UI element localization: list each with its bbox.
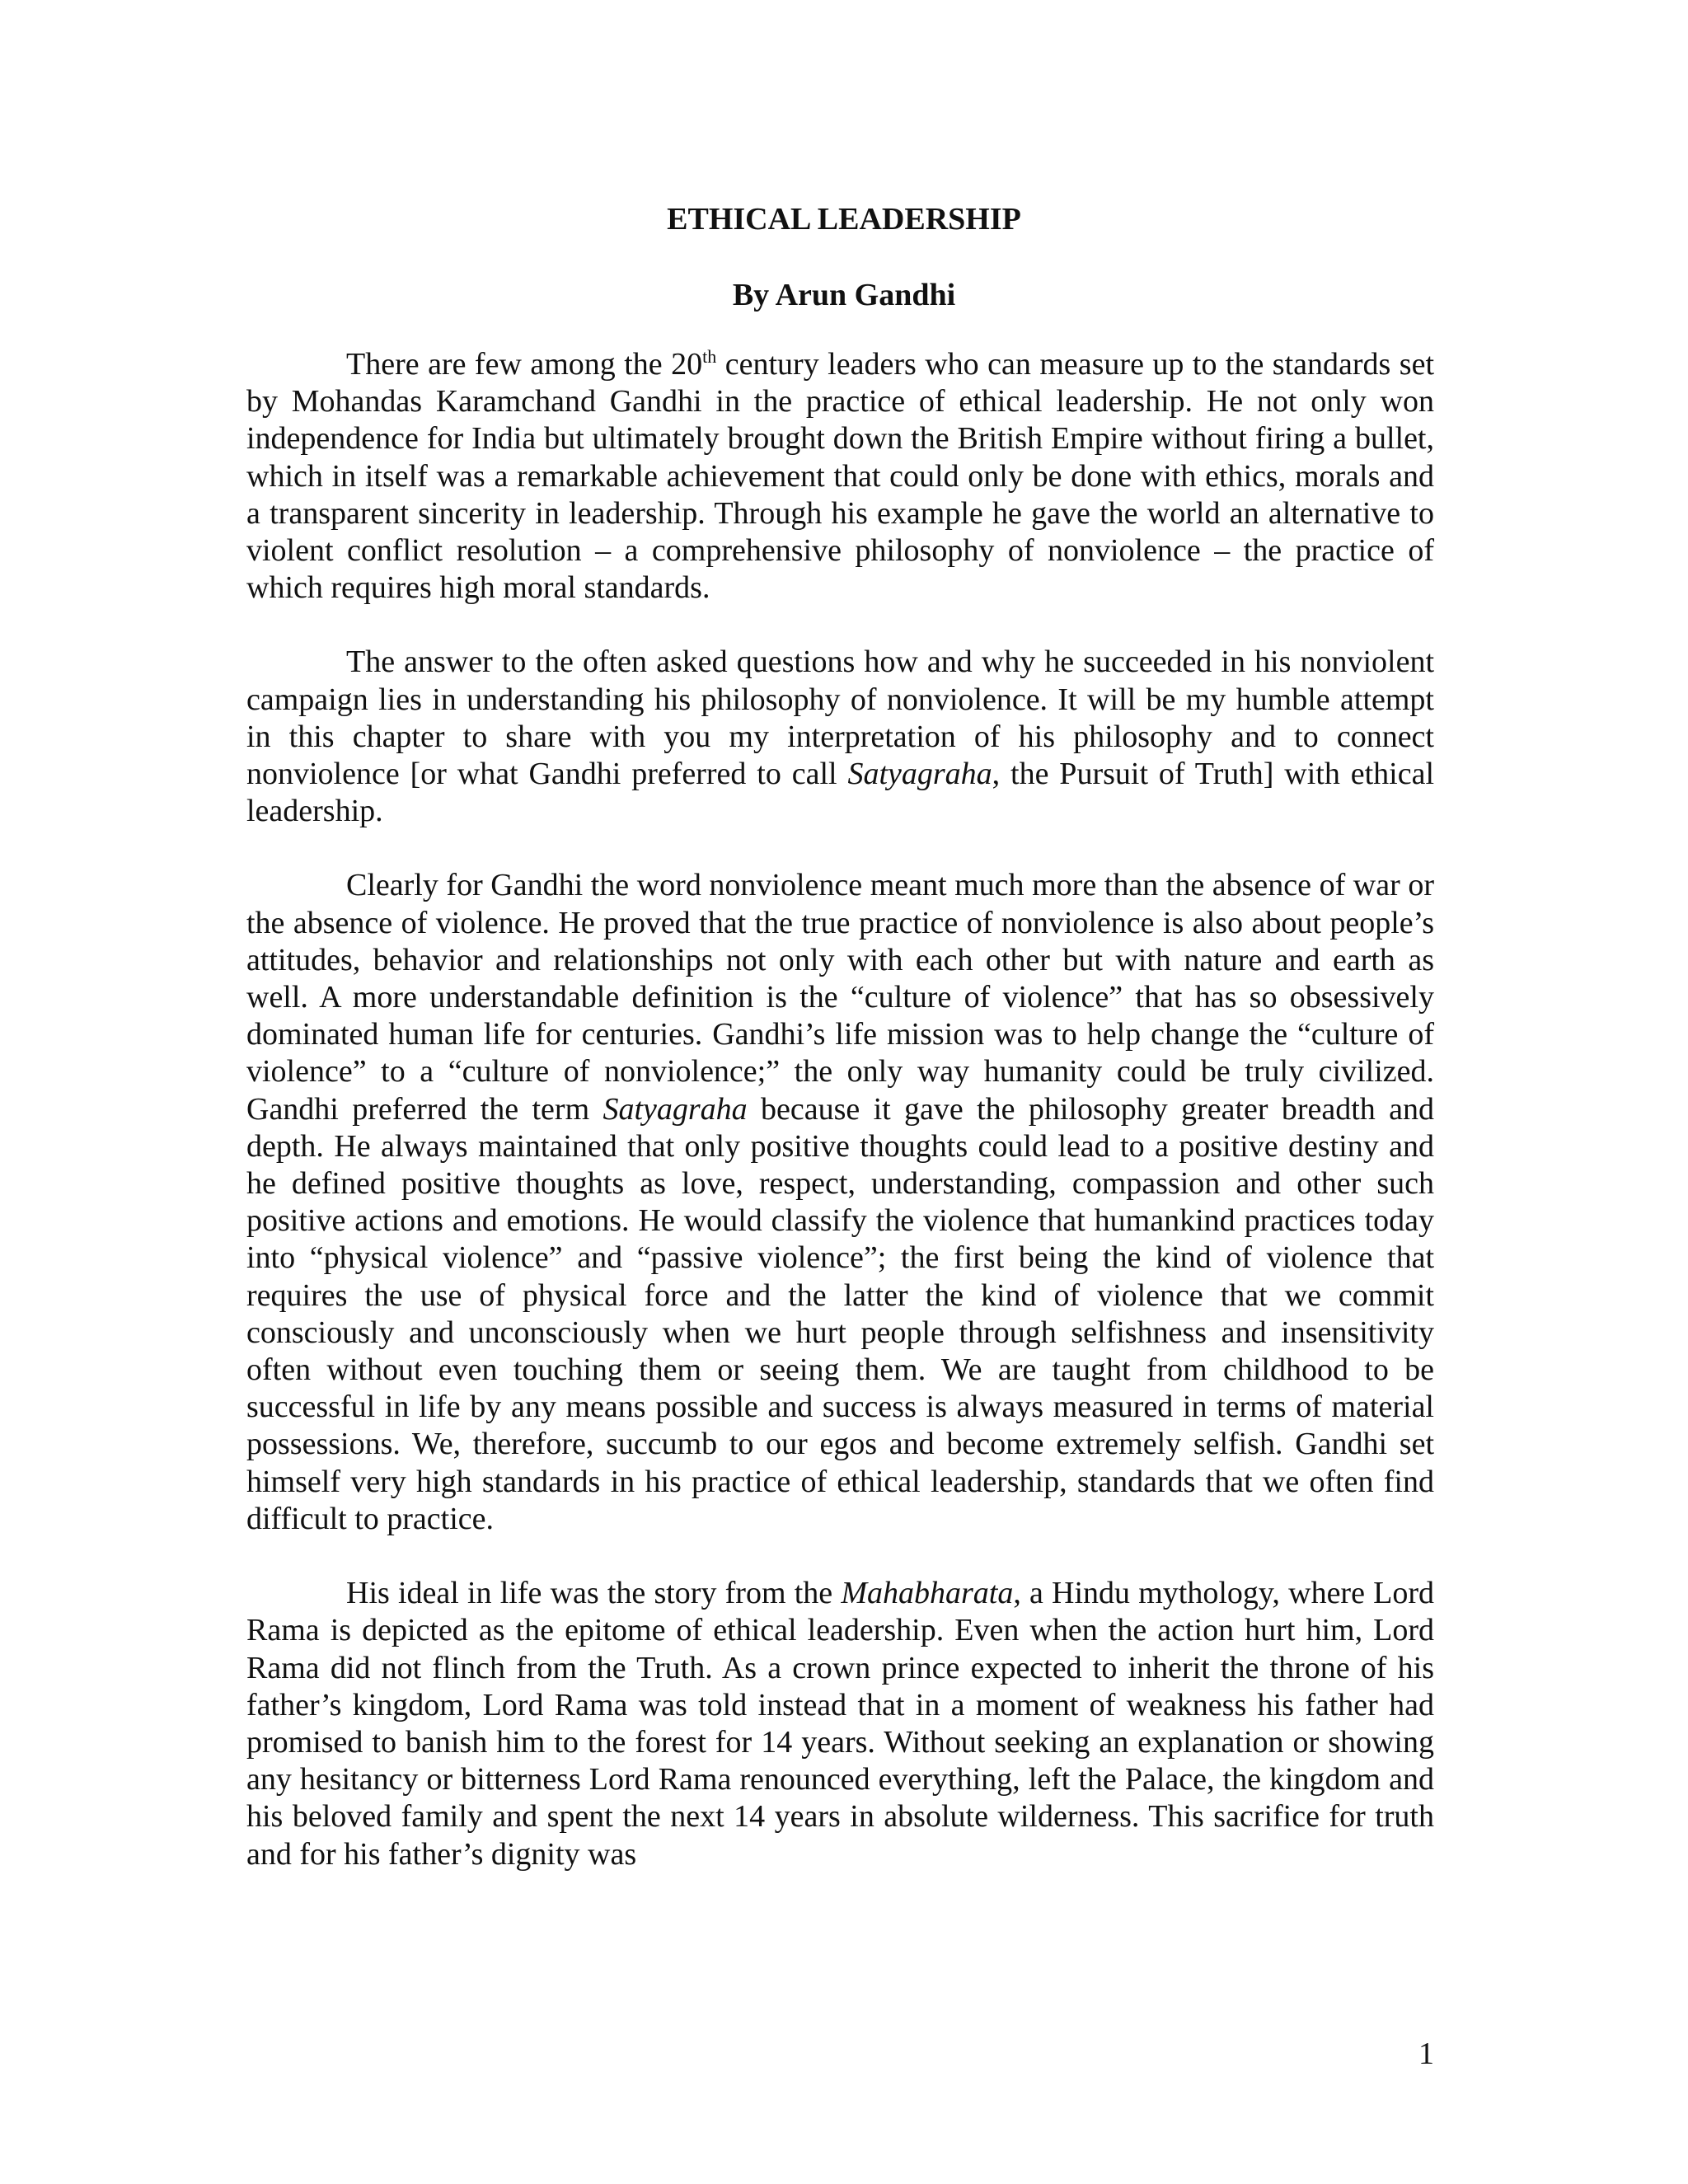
paragraph-1-start: There are few among the 20 xyxy=(346,347,703,382)
paragraph-1 xyxy=(246,346,1434,607)
paragraph-4-start: His ideal in life was the story from the xyxy=(346,1576,842,1611)
paragraph-3-italic-term: Satyagraha xyxy=(603,1091,748,1127)
page-number: 1 xyxy=(1418,2036,1434,2071)
paragraph-2 xyxy=(246,644,1434,830)
body-text xyxy=(246,346,1434,1910)
paragraph-3-rest: because it gave the philosophy greater breadth and depth. He always maintained that only positive thoughts could lead to a positive destiny and he defined positive thoughts as love, respect, understanding, compassion and other such positive actions and emotions. He would classify the violence that humankind practices today into “physical violence” and “passive violence”; the first being the kind of violence that requires the use of physical force and the latter the kind of violence that we commit consciously and unconsciously when we hurt people through selfishness and insensitivity often without even touching them or seeing them. We are taught from childhood to be successful in life by any means possible and success is always measured in terms of material possessions. We, therefore, succumb to our egos and become extremely selfish. Gandhi set himself very high standards in his practice of ethical leadership, standards that we often find difficult to practice. xyxy=(246,1091,1434,1536)
ordinal-suffix: th xyxy=(702,346,717,367)
paragraph-2-start: The answer to the often asked questions how and why he succeeded in his nonviolent campaign lies in understanding his philosophy of nonviolence. It will be my humble attempt in this chapter to share with you my interpretation of his philosophy and to connect nonviolence [or what Gandhi preferred to call xyxy=(246,644,1434,792)
paragraph-3 xyxy=(246,867,1434,1538)
paragraph-4-rest: , a Hindu mythology, where Lord Rama is depicted as the epitome of ethical leadership. Even when the action hurt him, Lord Rama did not flinch from the Truth. As a crown prince expected to inherit the throne of his father’s kingdom, Lord Rama was told instead that in a moment of weakness his father had promised to banish him to the forest for 14 years. Without seeking an explanation or showing any hesitancy or bitterness Lord Rama renounced everything, left the Palace, the kingdom and his beloved family and spent the next 14 years in absolute wilderness. This sacrifice for truth and for his father’s dignity was xyxy=(246,1576,1434,1872)
paragraph-4-italic-term: Mahabharata xyxy=(841,1576,1014,1611)
paragraph-3-start: Clearly for Gandhi the word nonviolence meant much more than the absence of war or the absence of violence. He proved that the true practice of nonviolence is also about people’s attitudes, behavior and relationships not only with each other but with nature and earth as well. A more understandable definition is the “culture of violence” that has so obsessively dominated human life for centuries. Gandhi’s life mission was to help change the “culture of violence” to a “culture of nonviolence;” the only way humanity could be truly civilized. Gandhi preferred the term xyxy=(246,868,1434,1127)
paragraph-4 xyxy=(246,1575,1434,1873)
author-byline: By Arun Gandhi xyxy=(732,278,956,312)
paragraph-2-rest: , the Pursuit of Truth] with ethical leadership. xyxy=(246,757,1434,829)
document-title: ETHICAL LEADERSHIP xyxy=(667,202,1021,237)
paragraph-2-italic-term: Satyagraha xyxy=(847,757,992,792)
paragraph-1-rest: century leaders who can measure up to the standards set by Mohandas Karamchand Gandhi in the practice of ethical leadership. He not only won independence for India but ultimately brought down the British Empire without firing a bullet, which in itself was a remarkable achievement that could only be done with ethics, morals and a transparent sincerity in leadership. Through his example he gave the world an alternative to violent conflict resolution – a comprehensive philosophy of nonviolence – the practice of which requires high moral standards. xyxy=(246,347,1435,606)
